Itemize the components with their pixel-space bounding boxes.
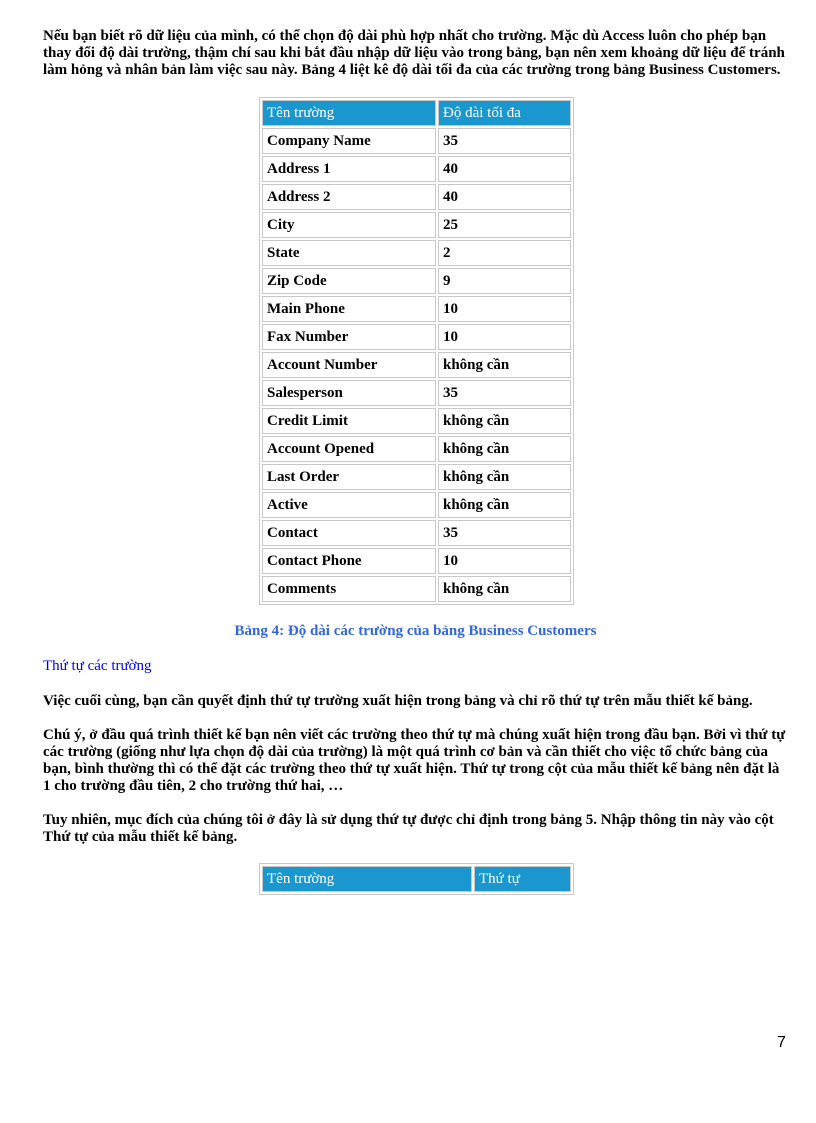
table-row bbox=[262, 156, 571, 182]
table-row bbox=[262, 436, 571, 462]
header-field-name: Tên trường bbox=[262, 866, 472, 892]
table-row bbox=[262, 464, 571, 490]
field-name-cell: Credit Limit bbox=[262, 408, 436, 434]
field-name-cell: City bbox=[262, 212, 436, 238]
header-order: Thứ tự bbox=[474, 866, 571, 892]
table-row bbox=[262, 212, 571, 238]
max-length-cell: 9 bbox=[438, 268, 571, 294]
paragraph-table5: Tuy nhiên, mục đích của chúng tôi ở đây là sử dụng thứ tự được chỉ định trong bảng 5. Nhập thông tin này vào cột Thứ tự của mẫu thiết kế bảng. bbox=[43, 812, 774, 845]
max-length-cell: 35 bbox=[438, 380, 571, 406]
table-row bbox=[262, 576, 571, 602]
table-caption: Bảng 4: Độ dài các trường của bảng Business Customers bbox=[234, 623, 597, 639]
field-name-cell: Address 1 bbox=[262, 156, 436, 182]
field-order-table bbox=[259, 863, 574, 895]
field-name-cell: Comments bbox=[262, 576, 436, 602]
table-row bbox=[262, 240, 571, 266]
field-name-cell: Zip Code bbox=[262, 268, 436, 294]
max-length-cell: 35 bbox=[438, 520, 571, 546]
table-row bbox=[262, 492, 571, 518]
header-max-length: Độ dài tối đa bbox=[438, 100, 571, 126]
max-length-cell: 10 bbox=[438, 548, 571, 574]
field-name-cell: Address 2 bbox=[262, 184, 436, 210]
page-number: 7 bbox=[777, 1034, 786, 1051]
max-length-cell: không cần bbox=[438, 492, 571, 518]
field-name-cell: Last Order bbox=[262, 464, 436, 490]
table-row bbox=[262, 268, 571, 294]
max-length-cell: 40 bbox=[438, 156, 571, 182]
field-name-cell: Contact Phone bbox=[262, 548, 436, 574]
field-name-cell: Company Name bbox=[262, 128, 436, 154]
section-heading: Thứ tự các trường bbox=[43, 658, 152, 674]
field-length-table bbox=[259, 97, 574, 605]
max-length-cell: không cần bbox=[438, 436, 571, 462]
field-name-cell: Active bbox=[262, 492, 436, 518]
table-row bbox=[262, 352, 571, 378]
table-header-row bbox=[262, 100, 571, 126]
field-name-cell: Fax Number bbox=[262, 324, 436, 350]
table-row bbox=[262, 380, 571, 406]
table-row bbox=[262, 296, 571, 322]
paragraph-note: Chú ý, ở đầu quá trình thiết kế bạn nên viết các trường theo thứ tự mà chúng xuất hiện trong đầu bạn. Bởi vì thứ tự các trường (giống như lựa chọn độ dài của trường) là một quá trình cơ bản và cần thiết cho việc tổ chức bảng của bạn, bình thường thì có thể đặt các trường theo thứ tự xuất hiện. Thứ tự trong cột của mẫu thiết kế bảng nên đặt là 1 cho trường đầu tiên, 2 cho trường thứ hai, … bbox=[43, 727, 786, 794]
table-row bbox=[262, 128, 571, 154]
table-body bbox=[262, 128, 571, 602]
intro-paragraph: Nếu bạn biết rõ dữ liệu của mình, có thể chọn độ dài phù hợp nhất cho trường. Mặc dù Access luôn cho phép bạn thay đổi độ dài trường, thậm chí sau khi bắt đầu nhập dữ liệu vào trong bảng, bạn nên xem khoảng dữ liệu để tránh làm hỏng và nhân bản làm việc sau này. Bảng 4 liệt kê độ dài tối đa của các trường trong bảng Business Customers. bbox=[43, 28, 785, 78]
field-name-cell: Contact bbox=[262, 520, 436, 546]
max-length-cell: 10 bbox=[438, 296, 571, 322]
max-length-cell: 2 bbox=[438, 240, 571, 266]
field-name-cell: Salesperson bbox=[262, 380, 436, 406]
field-name-cell: Main Phone bbox=[262, 296, 436, 322]
max-length-cell: không cần bbox=[438, 576, 571, 602]
max-length-cell: 40 bbox=[438, 184, 571, 210]
field-name-cell: State bbox=[262, 240, 436, 266]
table-row bbox=[262, 184, 571, 210]
max-length-cell: 35 bbox=[438, 128, 571, 154]
field-name-cell: Account Number bbox=[262, 352, 436, 378]
table-header-row bbox=[262, 866, 571, 892]
document-page bbox=[43, 28, 788, 895]
table-row bbox=[262, 520, 571, 546]
max-length-cell: 10 bbox=[438, 324, 571, 350]
max-length-cell: 25 bbox=[438, 212, 571, 238]
field-name-cell: Account Opened bbox=[262, 436, 436, 462]
paragraph-final-step: Việc cuối cùng, bạn cần quyết định thứ tự trường xuất hiện trong bảng và chỉ rõ thứ tự trên mẫu thiết kế bảng. bbox=[43, 693, 753, 709]
max-length-cell: không cần bbox=[438, 408, 571, 434]
header-field-name: Tên trường bbox=[262, 100, 436, 126]
max-length-cell: không cần bbox=[438, 464, 571, 490]
table-row bbox=[262, 548, 571, 574]
table-row bbox=[262, 408, 571, 434]
max-length-cell: không cần bbox=[438, 352, 571, 378]
table-row bbox=[262, 324, 571, 350]
